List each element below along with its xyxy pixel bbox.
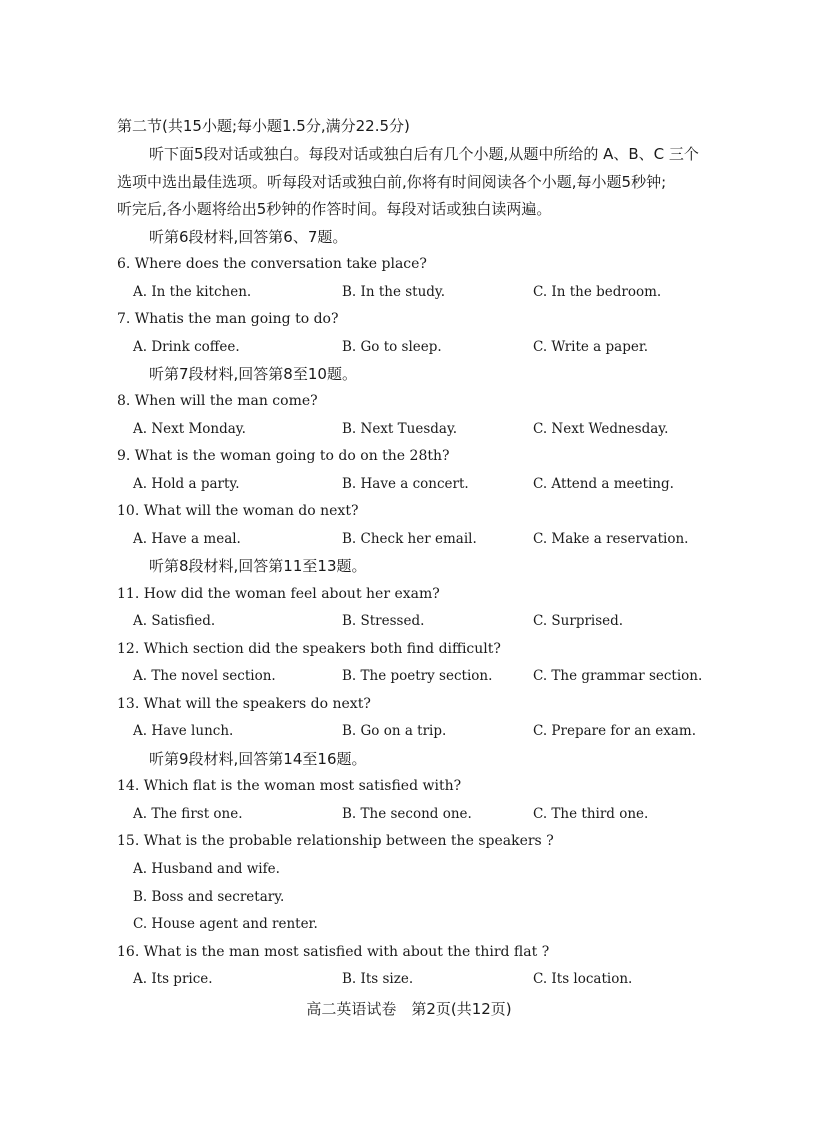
- question-6-option-c: C. In the bedroom.: [533, 284, 662, 300]
- material-7-note: 听第7段材料,回答第8至10题。: [149, 365, 357, 383]
- question-10-option-c: C. Make a reservation.: [533, 531, 689, 547]
- question-7-option-a: A. Drink coffee.: [133, 339, 240, 355]
- question-10: 10. What will the woman do next?: [117, 503, 359, 519]
- question-15-option-b: B. Boss and secretary.: [133, 889, 285, 905]
- question-14-option-b: B. The second one.: [342, 806, 472, 822]
- question-8-option-c: C. Next Wednesday.: [533, 421, 669, 437]
- question-9-option-c: C. Attend a meeting.: [533, 476, 674, 492]
- page-footer: 高二英语试卷 第2页(共12页): [306, 1000, 512, 1018]
- question-12-option-a: A. The novel section.: [133, 668, 276, 684]
- question-16-option-a: A. Its price.: [133, 971, 213, 987]
- question-11-option-c: C. Surprised.: [533, 613, 624, 629]
- question-15-option-a: A. Husband and wife.: [133, 861, 280, 877]
- question-7-option-b: B. Go to sleep.: [342, 339, 442, 355]
- question-16-option-b: B. Its size.: [342, 971, 414, 987]
- question-6: 6. Where does the conversation take place?: [117, 256, 427, 272]
- question-12-option-c: C. The grammar section.: [533, 668, 703, 684]
- instruction-line-3: 听完后,各小题将给出5秒钟的作答时间。每段对话或独白读两遍。: [117, 200, 552, 218]
- instruction-line-2: 选项中选出最佳选项。听每段对话或独白前,你将有时间阅读各个小题,每小题5秒钟;: [117, 173, 667, 191]
- section-heading: 第二节(共15小题;每小题1.5分,满分22.5分): [117, 117, 410, 135]
- question-11-option-b: B. Stressed.: [342, 613, 425, 629]
- question-8: 8. When will the man come?: [117, 393, 318, 409]
- question-14: 14. Which flat is the woman most satisfied with?: [117, 778, 462, 794]
- material-8-note: 听第8段材料,回答第11至13题。: [149, 557, 367, 575]
- question-8-option-a: A. Next Monday.: [133, 421, 246, 437]
- question-14-option-a: A. The first one.: [133, 806, 243, 822]
- question-11: 11. How did the woman feel about her exam?: [117, 586, 440, 602]
- question-10-option-a: A. Have a meal.: [133, 531, 241, 547]
- question-7: 7. Whatis the man going to do?: [117, 311, 339, 327]
- question-12-option-b: B. The poetry section.: [342, 668, 493, 684]
- question-15: 15. What is the probable relationship between the speakers ?: [117, 833, 554, 849]
- question-16: 16. What is the man most satisfied with about the third flat ?: [117, 944, 550, 960]
- question-13-option-c: C. Prepare for an exam.: [533, 723, 697, 739]
- question-14-option-c: C. The third one.: [533, 806, 649, 822]
- question-13: 13. What will the speakers do next?: [117, 696, 371, 712]
- question-9: 9. What is the woman going to do on the 28th?: [117, 448, 450, 464]
- question-9-option-a: A. Hold a party.: [133, 476, 240, 492]
- question-12: 12. Which section did the speakers both find difficult?: [117, 641, 501, 657]
- question-13-option-b: B. Go on a trip.: [342, 723, 447, 739]
- question-6-option-b: B. In the study.: [342, 284, 446, 300]
- material-9-note: 听第9段材料,回答第14至16题。: [149, 750, 367, 768]
- question-10-option-b: B. Check her email.: [342, 531, 477, 547]
- question-16-option-c: C. Its location.: [533, 971, 633, 987]
- material-6-note: 听第6段材料,回答第6、7题。: [149, 228, 348, 246]
- question-13-option-a: A. Have lunch.: [133, 723, 234, 739]
- question-7-option-c: C. Write a paper.: [533, 339, 649, 355]
- question-9-option-b: B. Have a concert.: [342, 476, 469, 492]
- instruction-line-1: 听下面5段对话或独白。每段对话或独白后有几个小题,从题中所给的 A、B、C 三个: [149, 145, 699, 163]
- question-8-option-b: B. Next Tuesday.: [342, 421, 458, 437]
- question-11-option-a: A. Satisfied.: [133, 613, 216, 629]
- question-15-option-c: C. House agent and renter.: [133, 916, 318, 932]
- question-6-option-a: A. In the kitchen.: [133, 284, 252, 300]
